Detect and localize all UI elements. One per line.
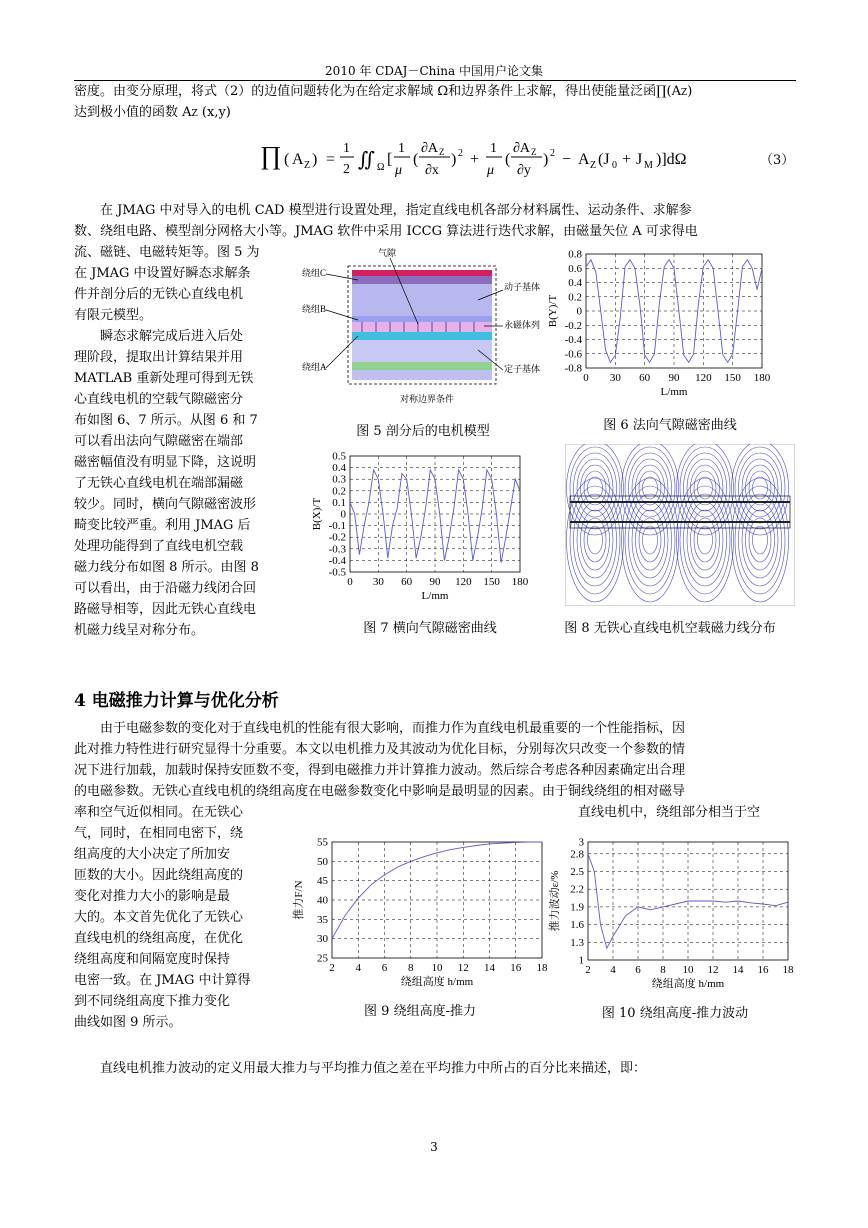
para3-line: 气，同时，在相同电密下，绕 <box>74 826 244 841</box>
para3-right-line: 直线电机中，绕组部分相当于空 <box>578 805 761 820</box>
y-tick-label: 45 <box>317 875 328 888</box>
x-tick-label: 4 <box>610 964 616 976</box>
svg-text:(: ( <box>284 151 290 168</box>
x-tick-label: 18 <box>782 964 794 976</box>
svg-text:1: 1 <box>398 141 405 156</box>
svg-text:=: = <box>326 151 336 168</box>
para3-line: 绕组高度和间隔宽度时保持 <box>74 952 231 967</box>
svg-text:+: + <box>622 151 632 168</box>
para3-line: 电密一致。在 JMAG 中计算得 <box>74 973 251 988</box>
left-line: 有限元模型。 <box>74 308 153 323</box>
fig5-label-coil-b: 绕组B <box>302 304 327 314</box>
fig5-motor-model <box>298 246 548 414</box>
y-tick-label: 35 <box>317 913 328 926</box>
left-line: 件并剖分后的无铁心直线电机 <box>74 287 244 302</box>
fig6-chart <box>540 248 780 408</box>
fig5-magnets <box>352 322 492 332</box>
fig10-caption: 图 10 绕组高度-推力波动 <box>601 1006 749 1021</box>
y-tick-label: 1 <box>578 954 584 967</box>
fig5-label-boundary: 对称边界条件 <box>400 394 455 404</box>
svg-text:μ: μ <box>395 163 403 178</box>
svg-text:+: + <box>470 151 480 168</box>
x-tick-label: 60 <box>401 576 413 588</box>
para3-line: 直线电机的绕组高度，在优化 <box>74 931 244 946</box>
y-tick-label: 0 <box>576 305 582 318</box>
x-tick-label: 90 <box>429 576 441 588</box>
svg-text:0: 0 <box>612 160 617 171</box>
y-tick-label: 55 <box>317 836 328 849</box>
equation-number: （3） <box>760 153 795 168</box>
x-tick-label: 2 <box>329 962 335 974</box>
x-axis-label: L/mm <box>660 386 688 398</box>
svg-text:): ) <box>312 151 318 168</box>
fig5-mover-top <box>352 270 492 276</box>
y-axis-label: B(Y)/T <box>547 294 559 328</box>
x-tick-label: 10 <box>431 962 443 974</box>
x-tick-label: 6 <box>635 964 641 976</box>
y-tick-label: 0.2 <box>568 291 582 304</box>
svg-text:Ω: Ω <box>377 162 385 173</box>
y-tick-label: 0 <box>340 508 346 521</box>
running-header: 2010 年 CDAJ－China 中国用户论文集 <box>325 64 543 78</box>
y-tick-label: -0.4 <box>328 554 346 567</box>
fig5-stator-base <box>352 370 492 380</box>
intro-text-3: (x,y) <box>197 105 231 120</box>
svg-text:Z: Z <box>590 160 597 171</box>
para3-line: 曲线如图 9 所示。 <box>74 1015 182 1030</box>
fig5-label-coil-c: 绕组C <box>302 268 327 278</box>
fig5-caption: 图 5 剖分后的电机模型 <box>356 424 490 439</box>
para2-line: 况下进行加载，加载时保持安匝数不变，得到电磁推力并计算推力波动。然后综合考虑各种因素确定出合理 <box>74 763 686 778</box>
y-tick-label: 2.8 <box>570 848 584 861</box>
left-line: 可以看出，由于沿磁力线闭合回 <box>74 581 257 596</box>
fig5-mover-base <box>352 284 492 316</box>
x-tick-label: 8 <box>408 962 414 974</box>
intro-line-2 <box>74 102 804 125</box>
y-axis-label: 推力波动ε/% <box>549 870 561 932</box>
x-tick-label: 150 <box>724 372 741 384</box>
left-line: MATLAB 重新处理可得到无铁 <box>74 371 254 386</box>
x-tick-label: 60 <box>639 372 651 384</box>
svg-text:A: A <box>578 151 590 168</box>
svg-text:): ) <box>451 151 457 168</box>
x-axis-label: 绕组高度 h/mm <box>400 976 474 988</box>
left-line: 流、磁链、电磁转矩等。图 5 为 <box>74 245 260 260</box>
svg-text:∂A: ∂A <box>513 141 531 156</box>
left-line: 机磁力线呈对称分布。 <box>74 623 205 638</box>
x-tick-label: 180 <box>753 372 771 384</box>
y-tick-label: -0.5 <box>328 566 346 579</box>
svg-text:(: ( <box>413 151 419 168</box>
x-tick-label: 0 <box>583 372 589 384</box>
para3-line: 率和空气近似相同。在无铁心 <box>74 805 244 820</box>
y-tick-label: 0.4 <box>568 277 582 289</box>
svg-text:A: A <box>292 151 304 168</box>
fig5-coil-c <box>352 276 492 284</box>
y-tick-label: -0.4 <box>564 334 582 346</box>
svg-text:∬: ∬ <box>358 149 376 171</box>
y-tick-label: 0.8 <box>568 248 582 261</box>
fig8-field-lines <box>565 444 795 606</box>
fig5-coil-a <box>352 362 492 370</box>
fig8-frame <box>565 444 795 606</box>
fig5-coil-b <box>352 316 492 322</box>
intro-sub-2: Z <box>191 109 198 119</box>
svg-text:∂x: ∂x <box>425 163 439 178</box>
y-tick-label: -0.2 <box>564 319 582 332</box>
x-tick-label: 4 <box>355 962 361 974</box>
left-line: 在 JMAG 中设置好瞬态求解条 <box>74 266 251 281</box>
fig7-caption: 图 7 横向气隙磁密曲线 <box>363 621 497 636</box>
intro-text-1: 密度。由变分原理，将式（2）的边值问题转化为在给定求解域 Ω和边界条件上求解，得出使能量泛函∏(A <box>74 84 681 99</box>
y-tick-label: 50 <box>317 855 328 868</box>
fig5-label-airgap: 气隙 <box>378 248 397 258</box>
x-axis-label: L/mm <box>421 590 449 602</box>
fig5-label-magnets: 永磁体列 <box>504 320 541 330</box>
x-tick-label: 12 <box>707 964 719 976</box>
x-tick-label: 180 <box>511 576 529 588</box>
para3-line: 匝数的大小。因此绕组高度的 <box>74 868 244 883</box>
svg-text:[: [ <box>387 151 393 168</box>
svg-text:∏: ∏ <box>260 141 282 170</box>
svg-text:∂A: ∂A <box>421 141 439 156</box>
svg-text:)]dΩ: )]dΩ <box>656 151 687 168</box>
intro-sub-1: Z <box>681 88 688 98</box>
svg-text:μ: μ <box>487 163 495 178</box>
x-tick-label: 8 <box>660 964 666 976</box>
fig5-label-mover-base: 动子基体 <box>504 282 541 292</box>
x-tick-label: 6 <box>381 962 388 974</box>
y-tick-label: 1.3 <box>570 936 584 949</box>
svg-text:Z: Z <box>304 160 311 171</box>
y-tick-label: -0.1 <box>328 520 346 533</box>
svg-text:1: 1 <box>490 141 497 156</box>
left-line: 磁密幅值没有明显下降，这说明 <box>74 455 257 470</box>
y-tick-label: -0.3 <box>328 543 346 556</box>
svg-text:(: ( <box>505 151 511 168</box>
x-tick-label: 0 <box>347 576 353 588</box>
y-tick-label: 40 <box>317 894 328 907</box>
svg-text:2: 2 <box>550 148 555 159</box>
x-tick-label: 18 <box>536 962 548 974</box>
svg-text:2: 2 <box>458 148 463 159</box>
x-tick-label: 30 <box>609 372 621 384</box>
x-tick-label: 12 <box>457 962 469 974</box>
x-tick-label: 14 <box>732 964 744 976</box>
y-axis-label: 推力F/N <box>293 880 305 920</box>
left-line: 瞬态求解完成后进入后处 <box>74 329 244 344</box>
fig8-caption: 图 8 无铁心直线电机空载磁力线分布 <box>564 621 776 636</box>
svg-text:∂y: ∂y <box>517 163 531 178</box>
fig9-caption: 图 9 绕组高度-推力 <box>364 1004 476 1019</box>
x-tick-label: 150 <box>483 576 500 588</box>
intro-tail-1: ) <box>687 84 693 99</box>
para1-line2: 数、绕组电路、模型剖分网格大小等。JMAG 软件中采用 ICCG 算法进行迭代求解，由磁量矢位 A 可求得电 <box>74 224 698 239</box>
left-line: 可以看出法向气隙磁密在端部 <box>74 434 244 449</box>
y-tick-label: 0.6 <box>568 262 582 275</box>
left-line: 布如图 6、7 所示。从图 6 和 7 <box>74 413 258 428</box>
equation-3 <box>240 128 800 186</box>
para3-line: 变化对推力大小的影响是最 <box>74 889 231 904</box>
x-tick-label: 30 <box>372 576 384 588</box>
para3-line: 组高度的大小决定了所加安 <box>74 847 231 862</box>
intro-line-1 <box>74 81 804 104</box>
y-tick-label: 3 <box>578 836 584 849</box>
y-tick-label: 30 <box>317 933 328 946</box>
x-tick-label: 10 <box>682 964 694 976</box>
para2-line: 的电磁参数。无铁心直线电机的绕组高度在电磁参数变化中影响是最明显的因素。由于铜线绕组的相对磁导 <box>74 784 686 799</box>
y-tick-label: 2.2 <box>570 883 584 896</box>
para3-left <box>74 802 284 1033</box>
svg-text:M: M <box>644 160 653 171</box>
x-tick-label: 90 <box>668 372 680 384</box>
x-tick-label: 14 <box>484 962 495 974</box>
para1-line1: 在 JMAG 中对导入的电机 CAD 模型进行设置处理，指定直线电机各部分材料属性、运动条件、求解参 <box>100 203 692 218</box>
x-tick-label: 16 <box>757 964 769 976</box>
left-line: 理阶段，提取出计算结果并用 <box>74 350 244 365</box>
para3-line: 到不同绕组高度下推力变化 <box>74 994 231 1009</box>
left-line: 磁力线分布如图 8 所示。由图 8 <box>74 560 259 575</box>
fig7-chart <box>300 450 540 612</box>
y-tick-label: -0.2 <box>328 531 346 544</box>
svg-text:2: 2 <box>343 162 350 177</box>
y-axis-label: B(X)/T <box>311 497 323 531</box>
y-tick-label: 0.4 <box>332 462 346 475</box>
x-tick-label: 120 <box>695 372 712 384</box>
fig5-label-coil-a: 绕组A <box>302 362 327 372</box>
left-line: 心直线电机的空载气隙磁密分 <box>74 392 244 407</box>
left-column-text <box>74 242 290 641</box>
page-number: 3 <box>430 1140 438 1154</box>
y-tick-label: -0.6 <box>564 348 582 361</box>
fig9-chart <box>282 834 554 994</box>
x-tick-label: 120 <box>455 576 472 588</box>
y-tick-label: 0.5 <box>332 450 346 463</box>
fig6-caption: 图 6 法向气隙磁密曲线 <box>603 418 737 433</box>
left-line: 畸变比较严重。利用 JMAG 后 <box>74 518 251 533</box>
left-line: 了无铁心直线电机在端部漏磁 <box>74 476 244 491</box>
x-tick-label: 2 <box>585 964 591 976</box>
x-tick-label: 16 <box>510 962 522 974</box>
y-tick-label: 0.3 <box>332 473 346 486</box>
fig10-chart <box>534 834 800 994</box>
left-line: 路磁导相等，因此无铁心直线电 <box>74 602 257 617</box>
x-axis-label: 绕组高度 h/mm <box>651 978 725 990</box>
y-tick-label: 0.2 <box>332 485 346 498</box>
last-line: 直线电机推力波动的定义用最大推力与平均推力值之差在平均推力中所占的百分比来描述，即： <box>100 1061 647 1076</box>
fig5-gap-band <box>352 332 492 340</box>
svg-text:J: J <box>636 151 643 168</box>
svg-text:−: − <box>562 151 572 168</box>
fig5-label-stator-base: 定子基体 <box>504 364 541 374</box>
svg-text:Z: Z <box>439 147 445 157</box>
y-tick-label: 1.6 <box>570 919 584 932</box>
para2 <box>74 718 804 802</box>
para2-line: 此对推力特性进行研究显得十分重要。本文以电机推力及其波动为优化目标，分别每次只改变一个参数的情 <box>74 742 686 757</box>
para3-line: 大的。本文首先优化了无铁心 <box>74 910 244 925</box>
intro-text-2: 达到极小值的函数 A <box>74 105 192 120</box>
svg-text:1: 1 <box>343 141 350 156</box>
y-tick-label: -0.8 <box>564 362 582 375</box>
y-tick-label: 25 <box>317 952 328 965</box>
y-tick-label: 1.9 <box>570 901 584 914</box>
svg-text:): ) <box>543 151 549 168</box>
left-line: 较少。同时，横向气隙磁密波形 <box>74 497 257 512</box>
section-4-title: 4 电磁推力计算与优化分析 <box>74 691 279 711</box>
y-tick-label: 2.5 <box>570 866 584 878</box>
svg-text:(J: (J <box>598 151 610 168</box>
y-tick-label: 0.1 <box>332 496 346 509</box>
left-line: 处理功能得到了直线电机空载 <box>74 539 244 554</box>
fig5-stator-region <box>352 340 492 362</box>
svg-text:Z: Z <box>531 147 537 157</box>
para2-line: 由于电磁参数的变化对于直线电机的性能有很大影响，而推力作为直线电机最重要的一个性能指标，因 <box>100 721 686 736</box>
